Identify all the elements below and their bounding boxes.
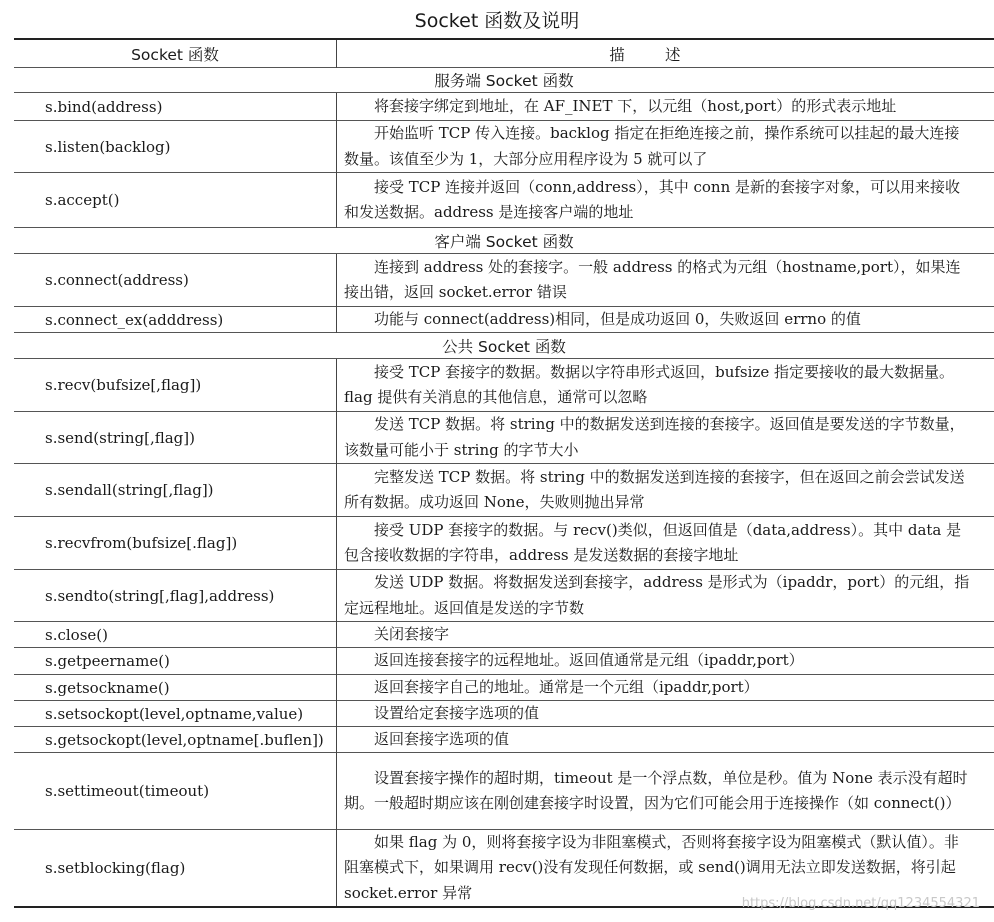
description-text: 返回套接字自己的地址。通常是一个元组（ipaddr,port） xyxy=(374,677,759,696)
function-name: s.settimeout(timeout) xyxy=(45,782,210,800)
function-description xyxy=(344,173,972,227)
function-description xyxy=(344,517,972,569)
table-row xyxy=(14,830,994,906)
section-header-client xyxy=(14,228,994,254)
function-description xyxy=(344,254,972,306)
description-text: 返回套接字选项的值 xyxy=(374,729,510,748)
description-text: 接受 UDP 套接字的数据。与 recv()类似，但返回值是（data,address）。其中 data 是包含接收数据的字符串，address 是发送数据的套接字地址 xyxy=(344,520,962,564)
function-description xyxy=(344,701,972,726)
function-name: s.getsockname() xyxy=(45,678,170,697)
table-row xyxy=(14,93,994,121)
watermark: https://blog.csdn.net/qq1234554321 xyxy=(741,896,980,911)
function-name: s.getpeername() xyxy=(45,652,170,670)
function-description xyxy=(344,307,972,332)
function-name: s.setsockopt(level,optname,value) xyxy=(45,704,304,723)
description-text: 如果 flag 为 0，则将套接字设为非阻塞模式，否则将套接字设为阻塞模式（默认值）。非阻塞模式下，如果调用 recv()没有发现任何数据，或 send()调用无法立即发送数据，将引起 socket.error 异常 xyxy=(344,832,959,902)
table-row xyxy=(14,622,994,648)
function-name: s.setblocking(flag) xyxy=(45,859,186,877)
table-row xyxy=(14,675,994,701)
table-row xyxy=(14,412,994,464)
function-name: s.recv(bufsize[,flag]) xyxy=(45,376,202,394)
section-header-server xyxy=(14,68,994,93)
description-text: 接受 TCP 连接并返回（conn,address），其中 conn 是新的套接字对象，可以用来接收和发送数据。address 是连接客户端的地址 xyxy=(344,177,961,221)
table-row xyxy=(14,121,994,173)
table-row xyxy=(14,464,994,517)
table-row xyxy=(14,517,994,570)
column-divider xyxy=(336,40,337,68)
function-name: s.getsockopt(level,optname[.buflen]) xyxy=(45,730,324,749)
function-name: s.sendall(string[,flag]) xyxy=(45,481,214,499)
function-description xyxy=(344,622,972,647)
section-title: 客户端 Socket 函数 xyxy=(434,232,574,251)
description-text: 开始监听 TCP 传入连接。backlog 指定在拒绝连接之前，操作系统可以挂起的最大连接数量。该值至少为 1，大部分应用程序设为 5 就可以了 xyxy=(344,124,960,168)
table-row xyxy=(14,359,994,412)
function-description xyxy=(344,753,972,829)
table-row xyxy=(14,727,994,753)
description-text: 返回连接套接字的远程地址。返回值通常是元组（ipaddr,port） xyxy=(374,651,804,670)
function-name: s.accept() xyxy=(45,191,120,209)
section-header-common xyxy=(14,333,994,359)
function-description xyxy=(344,412,972,463)
table-row xyxy=(14,648,994,675)
section-title: 服务端 Socket 函数 xyxy=(434,72,574,90)
column-divider xyxy=(336,93,337,228)
column-divider xyxy=(336,359,337,906)
function-name: s.recvfrom(bufsize[.flag]) xyxy=(45,534,238,552)
section-title: 公共 Socket 函数 xyxy=(442,337,566,356)
table-title: Socket 函数及说明 xyxy=(414,10,580,32)
description-text: 连接到 address 处的套接字。一般 address 的格式为元组（hostname,port），如果连接出错，返回 socket.error 错误 xyxy=(344,257,961,301)
function-description xyxy=(344,570,972,621)
column-divider xyxy=(336,254,337,333)
header-description: 描述 xyxy=(609,45,721,64)
function-description xyxy=(344,93,972,120)
function-name: s.bind(address) xyxy=(45,97,163,116)
table-row xyxy=(14,570,994,622)
description-text: 完整发送 TCP 数据。将 string 中的数据发送到连接的套接字，但在返回之前会尝试发送所有数据。成功返回 None，失败则抛出异常 xyxy=(344,467,965,511)
function-description xyxy=(344,464,972,516)
function-name: s.listen(backlog) xyxy=(45,137,171,156)
function-description xyxy=(344,648,972,674)
header-function: Socket 函数 xyxy=(131,45,219,64)
function-name: s.sendto(string[,flag],address) xyxy=(45,586,275,605)
function-name: s.connect_ex(adddress) xyxy=(45,310,224,329)
function-description xyxy=(344,121,972,172)
table-row xyxy=(14,753,994,830)
function-description xyxy=(344,675,972,700)
function-name: s.close() xyxy=(45,625,108,644)
table-row xyxy=(14,173,994,228)
description-text: 关闭套接字 xyxy=(374,624,450,643)
description-text: 发送 UDP 数据。将数据发送到套接字，address 是形式为（ipaddr，port）的元组，指定远程地址。返回值是发送的字节数 xyxy=(344,573,970,617)
function-name: s.send(string[,flag]) xyxy=(45,428,195,447)
function-description xyxy=(344,830,972,906)
function-description xyxy=(344,359,972,411)
description-text: 设置给定套接字选项的值 xyxy=(374,703,540,722)
table-header-row xyxy=(14,40,994,68)
table-row xyxy=(14,254,994,307)
table-row xyxy=(14,701,994,727)
description-text: 功能与 connect(address)相同，但是成功返回 0，失败返回 errno 的值 xyxy=(374,309,861,328)
function-name: s.connect(address) xyxy=(45,271,189,289)
description-text: 将套接字绑定到地址，在 AF_INET 下，以元组（host,port）的形式表示地址 xyxy=(374,96,897,115)
description-text: 接受 TCP 套接字的数据。数据以字符串形式返回，bufsize 指定要接收的最大数据量。flag 提供有关消息的其他信息，通常可以忽略 xyxy=(344,362,954,406)
description-text: 发送 TCP 数据。将 string 中的数据发送到连接的套接字。返回值是要发送的字节数量，该数量可能小于 string 的字节大小 xyxy=(344,415,965,459)
description-text: 设置套接字操作的超时期，timeout 是一个浮点数，单位是秒。值为 None 表示没有超时期。一般超时期应该在刚创建套接字时设置，因为它们可能会用于连接操作（如 connect()） xyxy=(344,768,968,812)
function-description xyxy=(344,727,972,752)
table-row xyxy=(14,307,994,333)
